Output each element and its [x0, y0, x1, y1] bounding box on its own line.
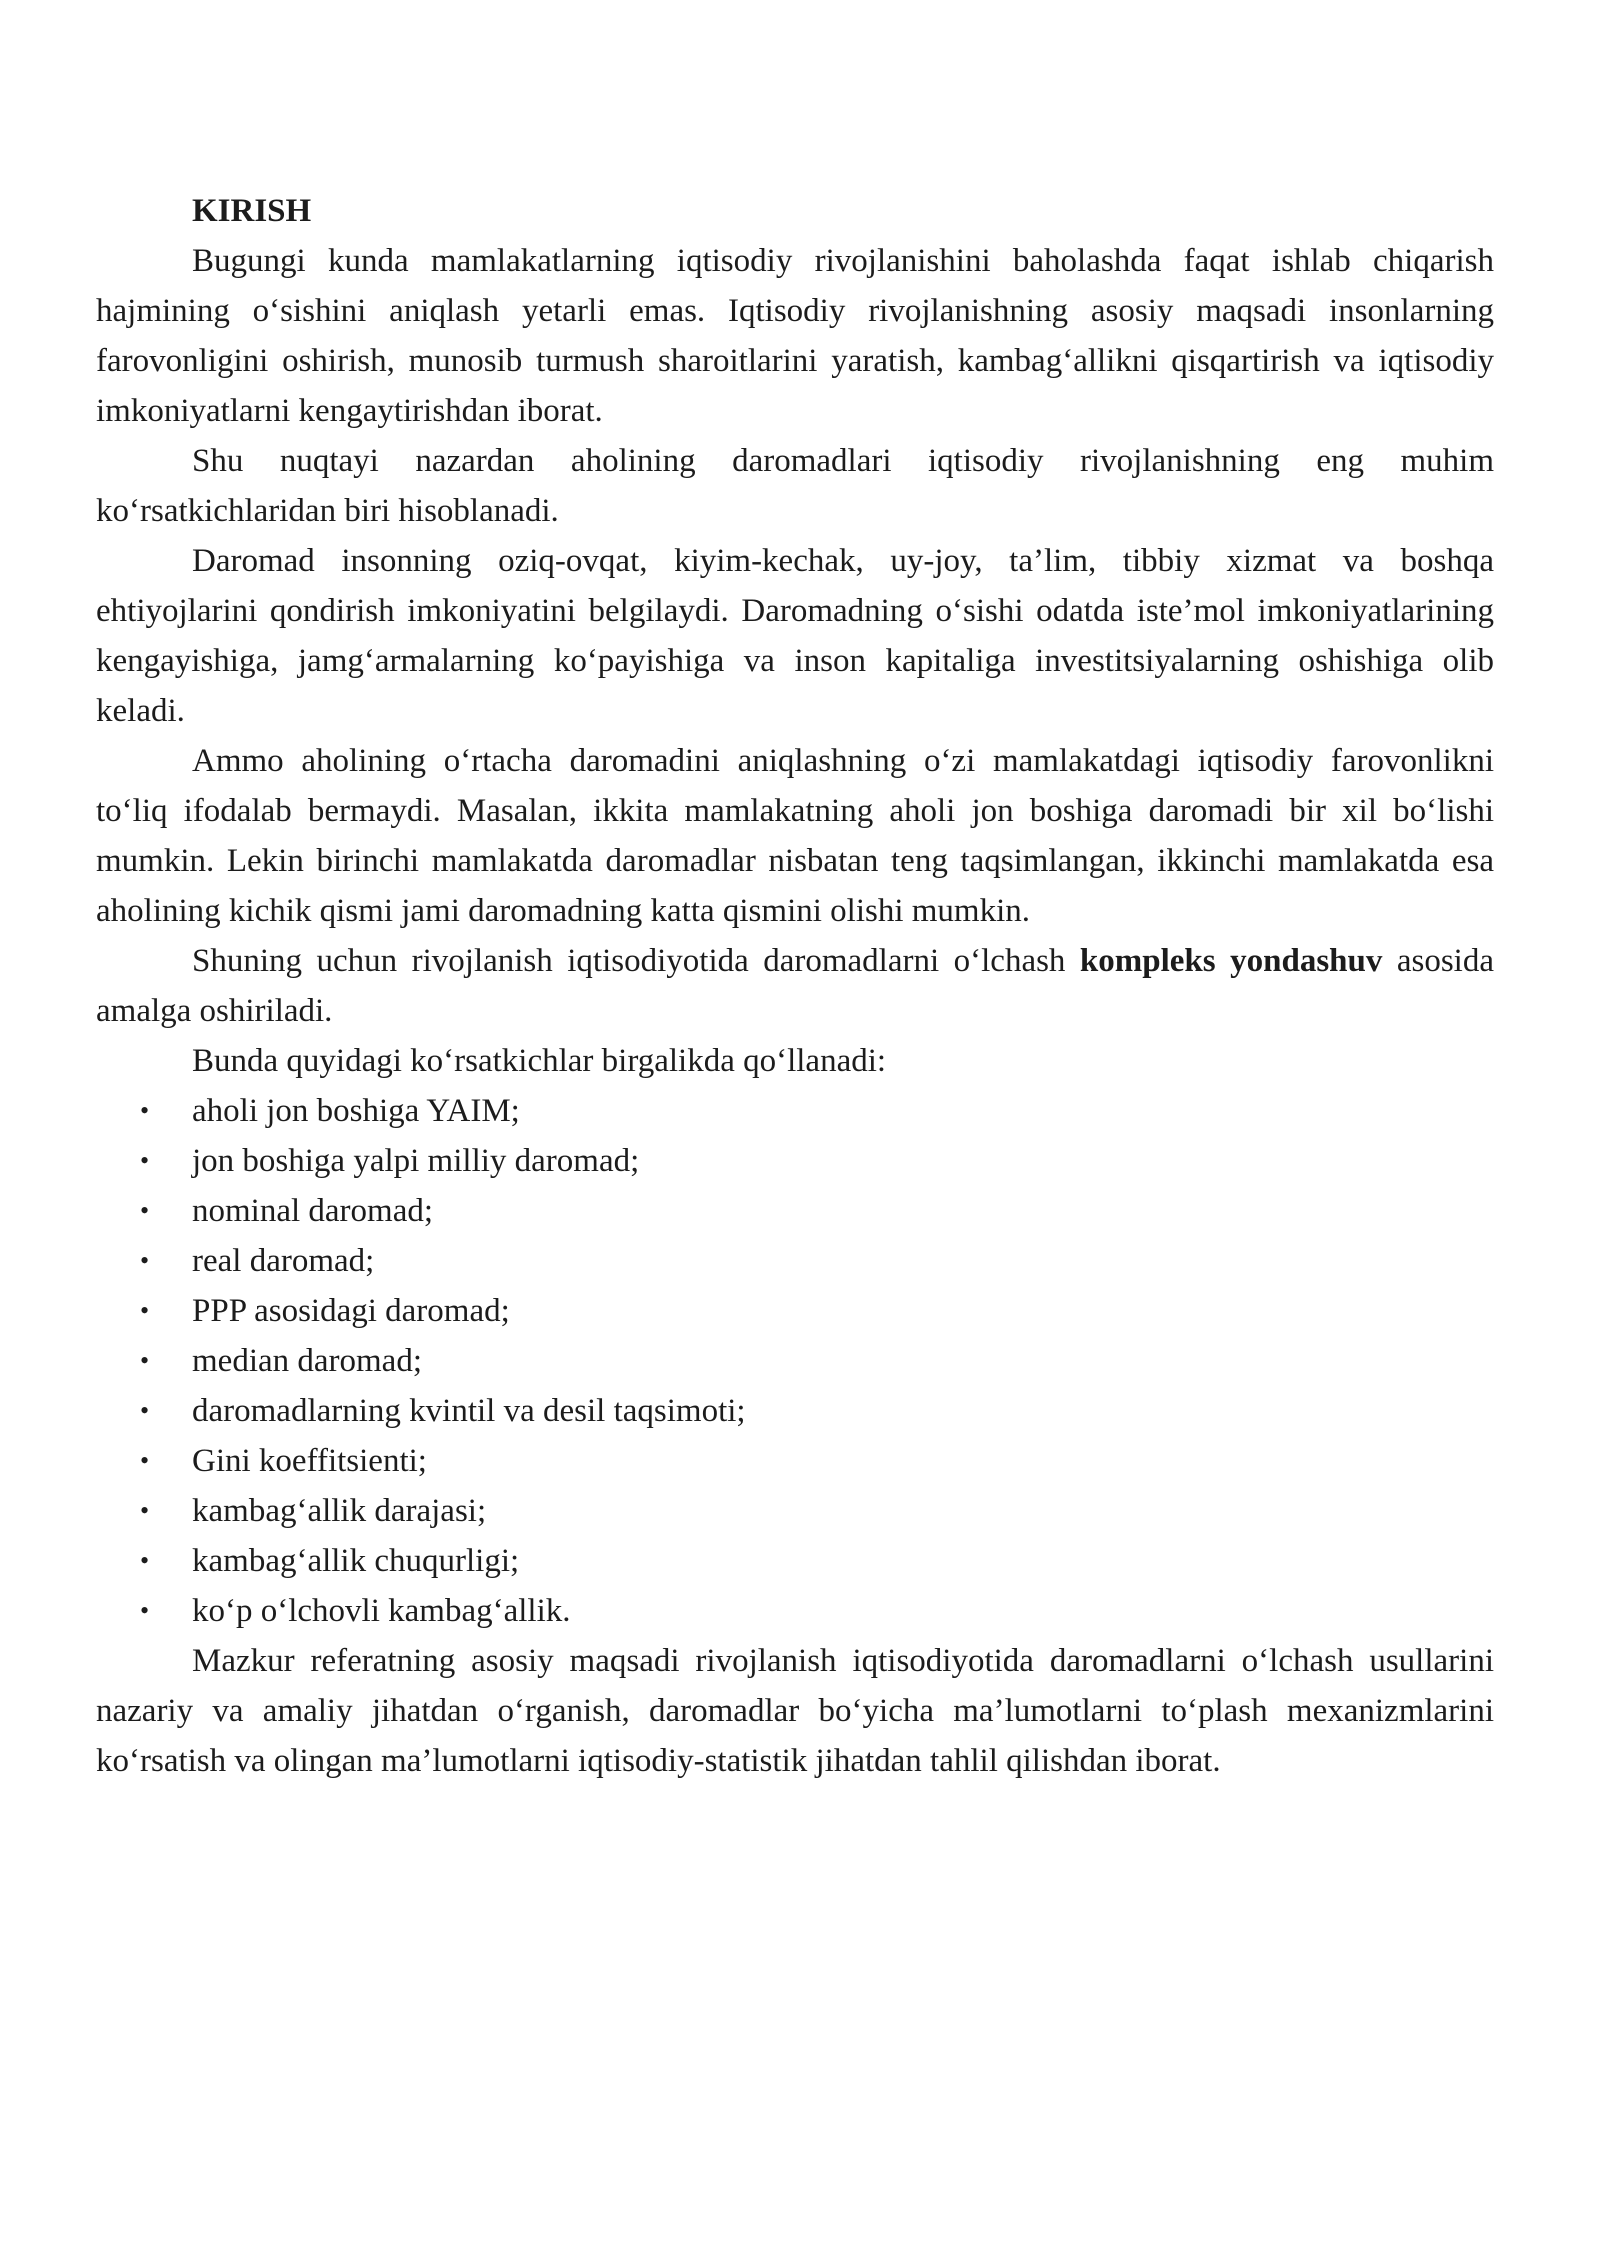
- bullet-icon: •: [140, 1246, 150, 1275]
- bullet-icon: •: [140, 1096, 150, 1125]
- list-item-text: PPP asosidagi daromad;: [192, 1293, 510, 1329]
- list-item-text: aholi jon boshiga YAIM;: [192, 1093, 520, 1129]
- list-item-text: real daromad;: [192, 1243, 375, 1279]
- bullet-icon: •: [140, 1546, 150, 1575]
- list-item: [96, 1336, 1494, 1386]
- bullet-icon: •: [140, 1146, 150, 1175]
- paragraph: Shu nuqtayi nazardan aholining daromadlari iqtisodiy rivojlanishning eng muhim ko‘rsatkichlaridan biri hisoblanadi.: [96, 443, 1494, 529]
- conclusion-paragraph: Mazkur referatning asosiy maqsadi rivojlanish iqtisodiyotida daromadlarni o‘lchash usullarini nazariy va amaliy jihatdan o‘rganish, daromadlar bo‘yicha ma’lumotlarni to‘plash mexanizmlarini ko‘rsatish va olingan ma’lumotlarni iqtisodiy-statistik jihatdan tahlil qilishdan iborat.: [96, 1643, 1494, 1779]
- list-item: [96, 1586, 1494, 1636]
- list-item-text: Gini koeffitsienti;: [192, 1443, 427, 1479]
- section-heading: KIRISH: [192, 193, 312, 229]
- approach-text-after: asosida amalga oshiriladi.: [96, 943, 1495, 1029]
- list-item-text: nominal daromad;: [192, 1193, 434, 1229]
- bullet-icon: •: [140, 1196, 150, 1225]
- list-item: [96, 1136, 1494, 1186]
- list-item: [96, 1186, 1494, 1236]
- bullet-icon: •: [140, 1296, 150, 1325]
- indicator-list: [96, 1086, 1494, 1636]
- list-item-text: ko‘p o‘lchovli kambag‘allik.: [192, 1593, 571, 1629]
- bullet-icon: •: [140, 1596, 150, 1625]
- bullet-icon: •: [140, 1496, 150, 1525]
- approach-bold-term: kompleks yondashuv: [1079, 943, 1383, 979]
- document-page: [96, 186, 1494, 1786]
- list-item: [96, 1286, 1494, 1336]
- list-item-text: jon boshiga yalpi milliy daromad;: [192, 1143, 640, 1179]
- list-item-text: daromadlarning kvintil va desil taqsimoti;: [192, 1393, 746, 1429]
- list-item: [96, 1236, 1494, 1286]
- list-item-text: median daromad;: [192, 1343, 423, 1379]
- bullet-icon: •: [140, 1446, 150, 1475]
- approach-text-before: Shuning uchun rivojlanish iqtisodiyotida daromadlarni o‘lchash: [192, 943, 1080, 979]
- list-item: [96, 1486, 1494, 1536]
- bullet-icon: •: [140, 1346, 150, 1375]
- paragraph: Daromad insonning oziq-ovqat, kiyim-kechak, uy-joy, ta’lim, tibbiy xizmat va boshqa ehtiyojlarini qondirish imkoniyatini belgilaydi. Daromadning o‘sishi odatda iste’mol imkoniyatlarining kengayishiga, jamg‘armalarning ko‘payishiga va inson kapitaliga investitsiyalarning oshishiga olib keladi.: [96, 543, 1494, 729]
- list-item-text: kambag‘allik darajasi;: [192, 1493, 487, 1529]
- list-item: [96, 1436, 1494, 1486]
- paragraph: Ammo aholining o‘rtacha daromadini aniqlashning o‘zi mamlakatdagi iqtisodiy farovonlikni to‘liq ifodalab bermaydi. Masalan, ikkita mamlakatning aholi jon boshiga daromadi bir xil bo‘lishi mumkin. Lekin birinchi mamlakatda daromadlar nisbatan teng taqsimlangan, ikkinchi mamlakatda esa aholining kichik qismi jami daromadning katta qismini olishi mumkin.: [96, 743, 1494, 929]
- list-item: [96, 1086, 1494, 1136]
- approach-paragraph: [96, 936, 1494, 1036]
- list-item-text: kambag‘allik chuqurligi;: [192, 1543, 520, 1579]
- paragraph: Bugungi kunda mamlakatlarning iqtisodiy rivojlanishini baholashda faqat ishlab chiqarish hajmining o‘sishini aniqlash yetarli emas. Iqtisodiy rivojlanishning asosiy maqsadi insonlarning farovonligini oshirish, munosib turmush sharoitlarini yaratish, kambag‘allikni qisqartirish va iqtisodiy imkoniyatlarni kengaytirishdan iborat.: [96, 243, 1494, 429]
- list-item: [96, 1386, 1494, 1436]
- list-intro: Bunda quyidagi ko‘rsatkichlar birgalikda qo‘llanadi:: [192, 1043, 887, 1079]
- list-item: [96, 1536, 1494, 1586]
- bullet-icon: •: [140, 1396, 150, 1425]
